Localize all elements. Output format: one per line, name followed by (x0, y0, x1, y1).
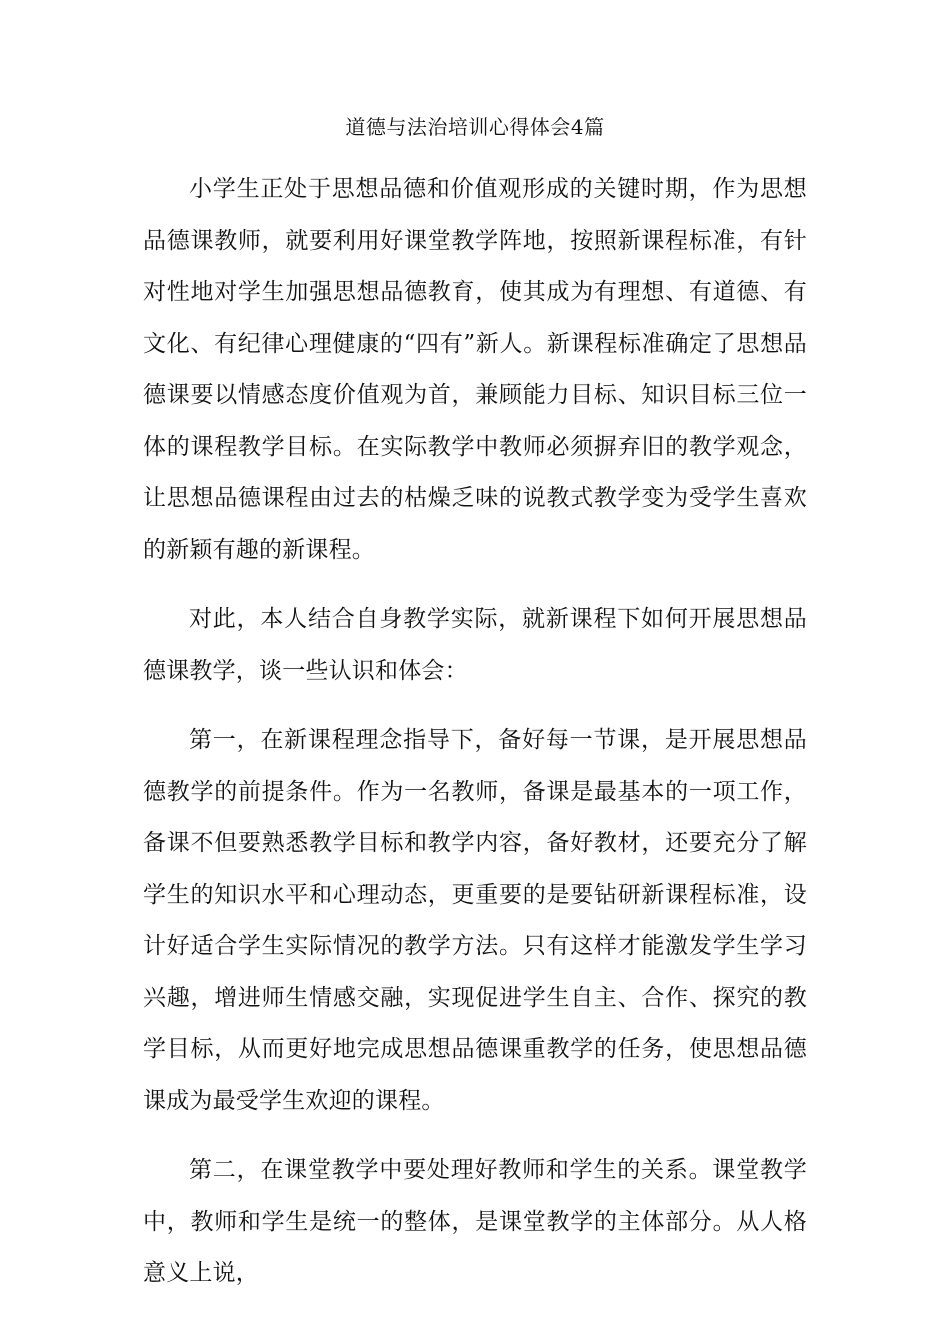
paragraph-3: 第一，在新课程理念指导下，备好每一节课，是开展思想品德教学的前提条件。作为一名教师，备课是最基本的一项工作，备课不但要熟悉教学目标和教学内容，备好教材，还要充分了解学生的知识水平和心理动态，更重要的是要钻研新课程标准，设计好适合学生实际情况的教学方法。只有这样才能激发学生学习兴趣，增进师生情感交融，实现促进学生自主、合作、探究的教学目标，从而更好地完成思想品德课重教学的任务，使思想品德课成为最受学生欢迎的课程。 (143, 727, 807, 1114)
document-body (143, 164, 807, 1318)
document-title: 道德与法治培训心得体会4篇 (345, 115, 605, 139)
paragraph-2: 对此，本人结合自身教学实际，就新课程下如何开展思想品德课教学，谈一些认识和体会： (143, 606, 807, 684)
paragraph-4: 第二，在课堂教学中要处理好教师和学生的关系。课堂教学中，教师和学生是统一的整体，是课堂教学的主体部分。从人格意义上说， (143, 1157, 807, 1286)
paragraph-1: 小学生正处于思想品德和价值观形成的关键时期，作为思想品德课教师，就要利用好课堂教学阵地，按照新课程标准，有针对性地对学生加强思想品德教育，使其成为有理想、有道德、有文化、有纪律心理健康的“四有”新人。新课程标准确定了思想品德课要以情感态度价值观为首，兼顾能力目标、知识目标三位一体的课程教学目标。在实际教学中教师必须摒弃旧的教学观念，让思想品德课程由过去的枯燥乏味的说教式教学变为受学生喜欢的新颖有趣的新课程。 (143, 176, 807, 563)
